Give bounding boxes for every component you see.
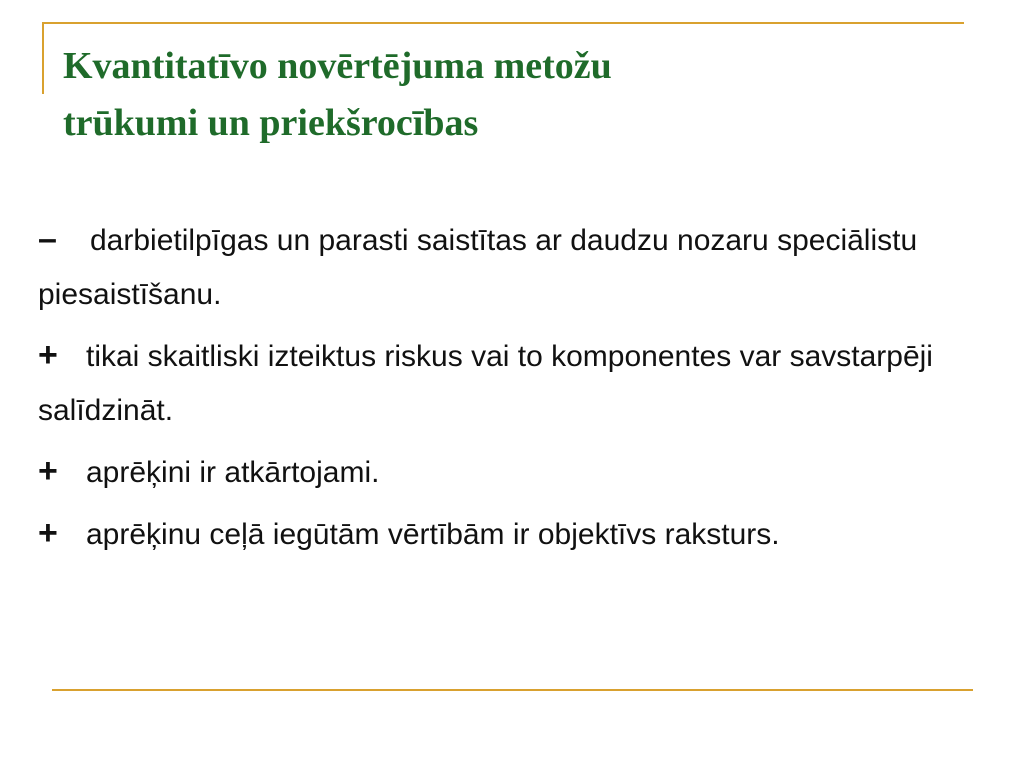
slide-title-line-1: Kvantitatīvo novērtējuma metožu xyxy=(63,45,612,87)
list-item-text: aprēķinu ceļā iegūtām vērtībām ir objektīvs raksturs. xyxy=(86,518,780,551)
minus-icon: – xyxy=(38,220,57,258)
slide-title xyxy=(63,38,963,152)
list-item-text: darbietilpīgas un parasti saistītas ar daudzu nozaru speciālistu piesaistīšanu. xyxy=(38,224,918,311)
slide-title-line-2: trūkumi un priekšrocības xyxy=(63,102,479,144)
list-item-text: aprēķini ir atkārtojami. xyxy=(86,456,380,489)
plus-icon: + xyxy=(38,452,58,490)
slide-content xyxy=(38,212,1008,568)
bottom-rule-line xyxy=(52,689,973,691)
list-item-advantage xyxy=(38,328,1008,438)
top-rule-line xyxy=(42,22,964,24)
list-item-text: tikai skaitliski izteiktus riskus vai to komponentes var savstarpēji salīdzināt. xyxy=(38,340,933,427)
list-item-advantage xyxy=(38,506,1008,562)
plus-icon: + xyxy=(38,336,58,374)
left-rule-line xyxy=(42,22,44,94)
list-item-disadvantage xyxy=(38,212,1008,322)
list-item-advantage xyxy=(38,444,1008,500)
plus-icon: + xyxy=(38,514,58,552)
